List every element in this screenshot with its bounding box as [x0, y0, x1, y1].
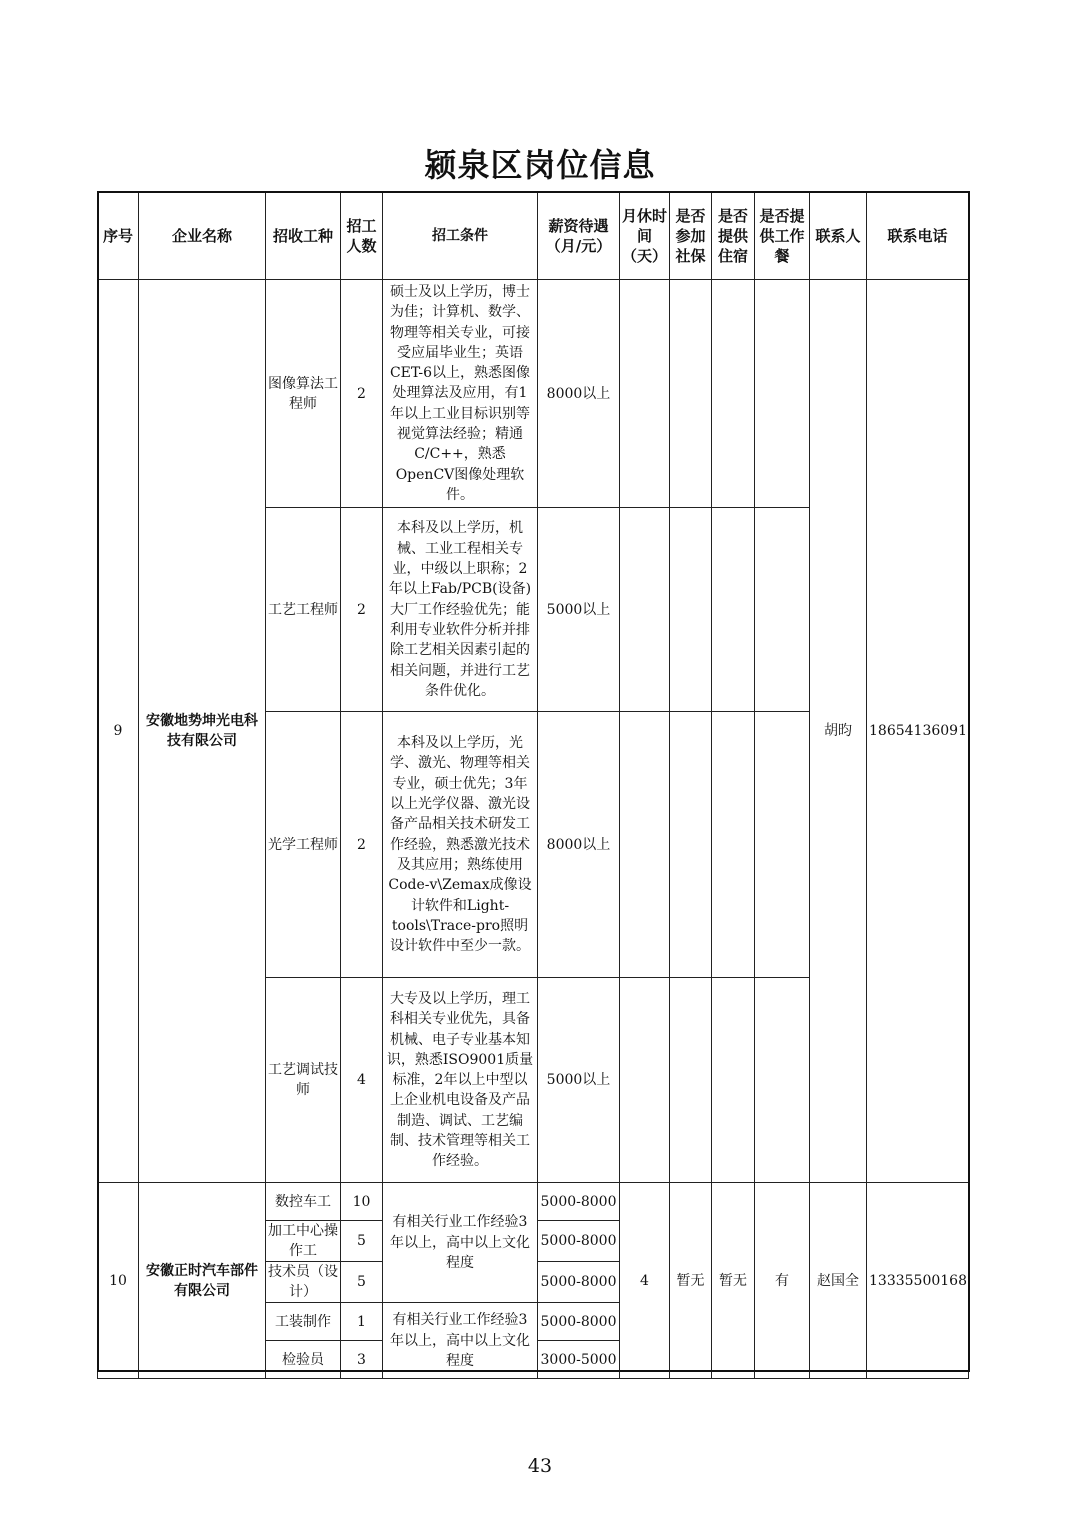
job-salary: 3000-5000: [538, 1341, 620, 1379]
housing-cell: [712, 712, 755, 978]
company-name: 安徽地势坤光电科技有限公司: [139, 280, 266, 1183]
meals-cell: [755, 978, 810, 1183]
job-title: 工艺调试技师: [266, 978, 341, 1183]
job-table: [97, 191, 969, 1379]
job-requirements: 大专及以上学历，理工科相关专业优先，具备机械、电子专业基本知识，熟悉ISO9001质量标准，2年以上中型以上企业机电设备及产品制造、调试、工艺编制、技术管理等相关工作经验。: [383, 978, 538, 1183]
header-job: 招收工种: [266, 192, 341, 280]
contact-name: 胡昀: [810, 280, 867, 1183]
header-contact: 联系人: [810, 192, 867, 280]
job-requirements: 硕士及以上学历，博士为佳；计算机、数学、物理等相关专业，可接受应届毕业生；英语CET-6以上，熟悉图像处理算法及应用，有1年以上工业目标识别等视觉算法经验；精通C/C++，熟悉OpenCV图像处理软件。: [383, 280, 538, 508]
header-seq: 序号: [98, 192, 139, 280]
page-number: 43: [527, 1455, 553, 1477]
header-count: 招工人数: [341, 192, 383, 280]
table-header-row: [98, 192, 969, 280]
job-title: 光学工程师: [266, 712, 341, 978]
page-title: 颍泉区岗位信息: [424, 146, 656, 184]
job-requirements: 本科及以上学历，光学、激光、物理等相关专业，硕士优先；3年以上光学仪器、激光设备产品相关技术研发工作经验，熟悉激光技术及其应用；熟练使用Code-v\Zemax成像设计软件和Light-tools\Trace-pro照明设计软件中至少一款。: [383, 712, 538, 978]
meals-cell: [755, 712, 810, 978]
job-count: 3: [341, 1341, 383, 1379]
company-seq: 10: [98, 1183, 139, 1379]
job-requirements: 本科及以上学历，机械、工业工程相关专业，中级以上职称；2年以上Fab/PCB(设备)大厂工作经验优先；能利用专业软件分析并排除工艺相关因素引起的相关问题，并进行工艺条件优化。: [383, 508, 538, 712]
job-count: 10: [341, 1183, 383, 1221]
job-count: 4: [341, 978, 383, 1183]
job-count: 2: [341, 508, 383, 712]
meals-cell: 有: [755, 1183, 810, 1379]
job-salary: 5000-8000: [538, 1262, 620, 1303]
housing-cell: [712, 280, 755, 508]
days-off-cell: [620, 508, 670, 712]
table-row: [98, 1183, 969, 1221]
job-salary: 5000-8000: [538, 1303, 620, 1341]
job-title: 工装制作: [266, 1303, 341, 1341]
header-phone: 联系电话: [867, 192, 969, 280]
days-off-cell: 4: [620, 1183, 670, 1379]
header-social-insurance: 是否参加社保: [670, 192, 712, 280]
job-requirements: 有相关行业工作经验3年以上，高中以上文化程度: [383, 1303, 538, 1379]
housing-cell: 暂无: [712, 1183, 755, 1379]
contact-phone: 18654136091: [867, 280, 969, 1183]
meals-cell: [755, 508, 810, 712]
housing-cell: [712, 978, 755, 1183]
company-seq: 9: [98, 280, 139, 1183]
job-salary: 5000-8000: [538, 1183, 620, 1221]
meals-cell: [755, 280, 810, 508]
housing-cell: [712, 508, 755, 712]
job-title: 加工中心操作工: [266, 1221, 341, 1262]
header-requirements: 招工条件: [383, 192, 538, 280]
job-title: 数控车工: [266, 1183, 341, 1221]
contact-phone: 13335500168: [867, 1183, 969, 1379]
header-days-off: 月休时间（天）: [620, 192, 670, 280]
contact-name: 赵国全: [810, 1183, 867, 1379]
job-count: 5: [341, 1221, 383, 1262]
table-row: [98, 280, 969, 508]
social-insurance-cell: [670, 280, 712, 508]
header-company: 企业名称: [139, 192, 266, 280]
job-title: 技术员（设计）: [266, 1262, 341, 1303]
job-count: 1: [341, 1303, 383, 1341]
job-count: 5: [341, 1262, 383, 1303]
days-off-cell: [620, 280, 670, 508]
header-salary: 薪资待遇（月/元）: [538, 192, 620, 280]
job-salary: 5000以上: [538, 508, 620, 712]
job-title: 工艺工程师: [266, 508, 341, 712]
job-salary: 5000-8000: [538, 1221, 620, 1262]
days-off-cell: [620, 712, 670, 978]
header-meals: 是否提供工作餐: [755, 192, 810, 280]
company-name: 安徽正时汽车部件有限公司: [139, 1183, 266, 1379]
job-count: 2: [341, 712, 383, 978]
job-title: 检验员: [266, 1341, 341, 1379]
job-salary: 5000以上: [538, 978, 620, 1183]
job-requirements: 有相关行业工作经验3年以上，高中以上文化程度: [383, 1183, 538, 1303]
job-salary: 8000以上: [538, 280, 620, 508]
job-salary: 8000以上: [538, 712, 620, 978]
header-housing: 是否提供住宿: [712, 192, 755, 280]
social-insurance-cell: 暂无: [670, 1183, 712, 1379]
job-count: 2: [341, 280, 383, 508]
social-insurance-cell: [670, 712, 712, 978]
social-insurance-cell: [670, 978, 712, 1183]
social-insurance-cell: [670, 508, 712, 712]
job-title: 图像算法工程师: [266, 280, 341, 508]
days-off-cell: [620, 978, 670, 1183]
